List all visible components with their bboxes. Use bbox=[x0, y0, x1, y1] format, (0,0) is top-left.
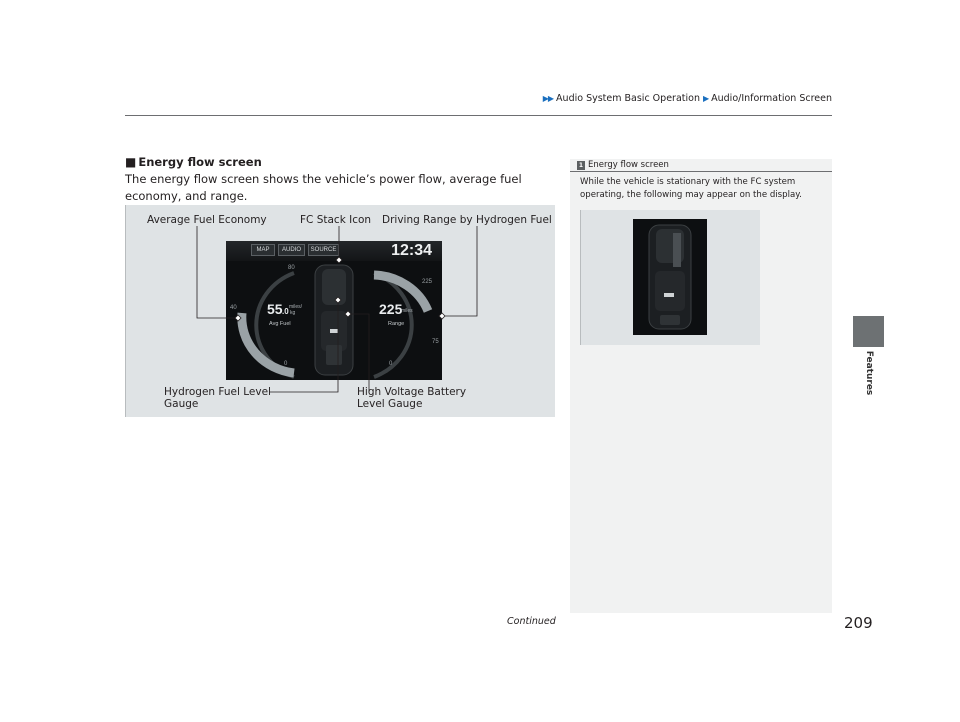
avg-fuel-label: Avg Fuel bbox=[269, 321, 291, 327]
arrow-icon: ▶ bbox=[702, 94, 709, 103]
left-tick-top: 80 bbox=[288, 265, 295, 271]
header-divider bbox=[125, 115, 832, 116]
range-value: 225 bbox=[379, 301, 403, 317]
avg-fuel-decimal: .0 bbox=[282, 307, 289, 316]
tab-source[interactable]: SOURCE bbox=[308, 244, 339, 256]
callout-average-fuel-economy: Average Fuel Economy bbox=[147, 214, 267, 226]
callout-hydrogen-gauge-line2: Gauge bbox=[164, 398, 199, 410]
tab-audio[interactable]: AUDIO bbox=[278, 244, 305, 256]
note-title: Energy flow screen bbox=[588, 160, 669, 170]
section-title bbox=[125, 155, 262, 169]
breadcrumb-level-1[interactable]: Audio System Basic Operation bbox=[556, 93, 700, 104]
stationary-fc-display bbox=[633, 219, 707, 335]
chapter-tab-label: Features bbox=[863, 350, 874, 396]
avg-fuel-value: 55 bbox=[267, 301, 283, 317]
high-voltage-battery-gauge bbox=[326, 345, 342, 365]
callout-driving-range: Driving Range by Hydrogen Fuel bbox=[382, 214, 552, 226]
callout-hv-battery-line2: Level Gauge bbox=[357, 398, 423, 410]
breadcrumb-level-2[interactable]: Audio/Information Screen bbox=[711, 93, 832, 104]
breadcrumb bbox=[543, 93, 832, 104]
chapter-tab-marker bbox=[853, 316, 884, 347]
right-tick-top: 225 bbox=[422, 279, 433, 285]
range-unit: miles bbox=[401, 308, 413, 314]
note-text: While the vehicle is stationary with the FC system operating, the following may appear on the display. bbox=[580, 177, 802, 200]
avg-fuel-unit-bottom: kg bbox=[290, 310, 296, 316]
note-reference-icon: 1 bbox=[578, 162, 584, 169]
note-divider bbox=[570, 171, 832, 172]
callout-hydrogen-gauge-line1: Hydrogen Fuel Level bbox=[164, 386, 271, 398]
double-arrow-icon: ▶▶ bbox=[542, 94, 554, 103]
left-tick-mid: 40 bbox=[230, 305, 237, 311]
stationary-car-graphic bbox=[633, 219, 707, 335]
note-header bbox=[577, 160, 669, 170]
continued-label: Continued bbox=[507, 616, 556, 627]
section-body: The energy flow screen shows the vehicle’s power flow, average fuel economy, and range. bbox=[125, 172, 522, 203]
callout-fc-stack-icon: FC Stack Icon bbox=[300, 214, 372, 226]
fc-stack-icon bbox=[322, 269, 346, 305]
square-bullet-icon: ■ bbox=[125, 155, 137, 169]
section-title-text: Energy flow screen bbox=[138, 155, 262, 169]
avg-fuel-unit-top: miles/ bbox=[289, 304, 303, 310]
energy-flow-display bbox=[226, 241, 442, 380]
tab-map[interactable]: MAP bbox=[251, 244, 275, 256]
right-tick-mid: 75 bbox=[432, 339, 439, 345]
right-tick-bottom: 0 bbox=[389, 361, 393, 367]
callout-hv-battery-line1: High Voltage Battery bbox=[357, 386, 467, 398]
battery-icon bbox=[330, 329, 338, 333]
display-clock: 12:34 bbox=[391, 242, 432, 259]
left-tick-bottom: 0 bbox=[284, 361, 288, 367]
range-label: Range bbox=[388, 321, 405, 327]
page-number: 209 bbox=[844, 614, 873, 632]
